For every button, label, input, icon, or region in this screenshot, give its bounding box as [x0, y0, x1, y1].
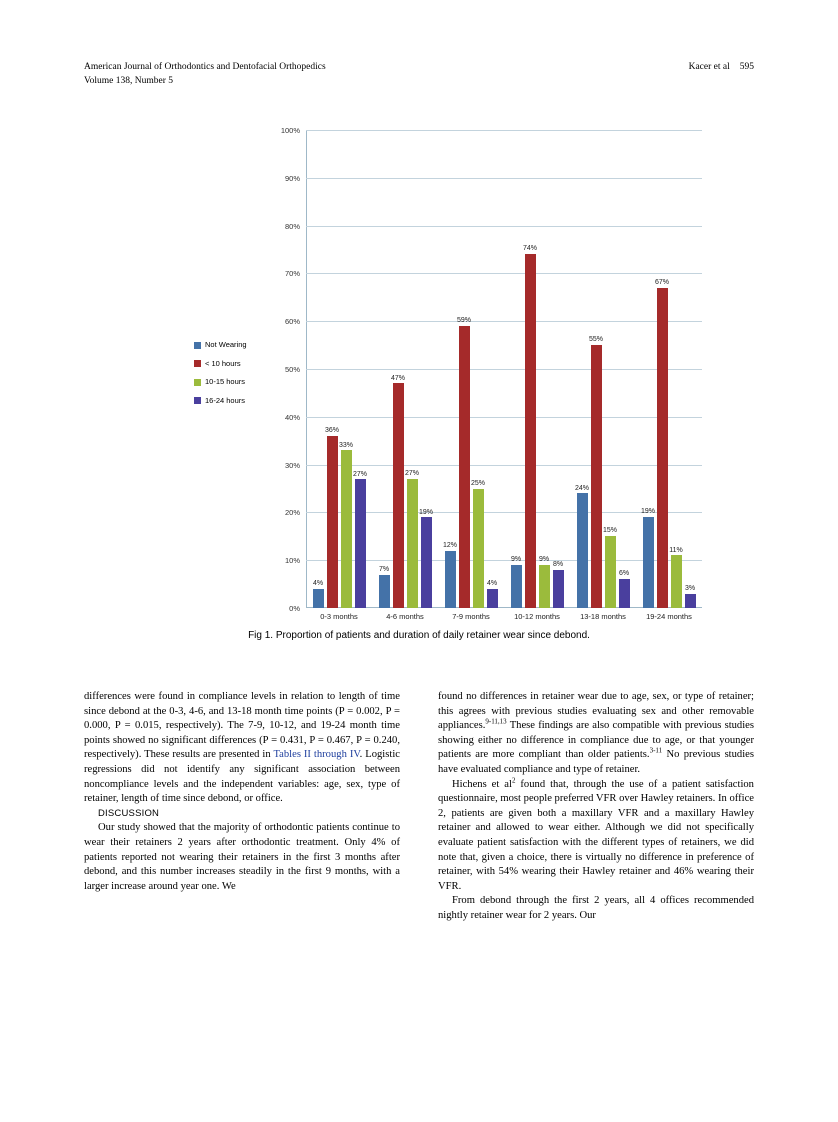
reference-superscript[interactable]: 9-11,13: [485, 717, 507, 726]
bar-under-10-hours: [588, 130, 604, 608]
bar-value-label: 8%: [552, 561, 564, 568]
bar-value-label: 9%: [538, 556, 550, 563]
x-tick-label: 19-24 months: [646, 612, 692, 621]
bar-under-10-hours: [654, 130, 670, 608]
y-tick-label: 70%: [284, 269, 300, 279]
paragraph-text-part: Hichens et al: [452, 778, 512, 790]
legend-item: [194, 340, 302, 350]
bar-value-label: 59%: [456, 317, 472, 324]
x-tick-label: 13-18 months: [580, 612, 626, 621]
bar-10-15-hours: [602, 130, 618, 608]
x-tick-label: 7-9 months: [452, 612, 490, 621]
reference-superscript[interactable]: 2: [511, 776, 516, 785]
plot-area: [280, 126, 702, 621]
bar-not-wearing: [442, 130, 458, 608]
bar-group-13-18-months: [570, 130, 636, 608]
bar-not-wearing: [313, 130, 324, 608]
x-tick-label: 4-6 months: [386, 612, 424, 621]
paragraph: [438, 690, 754, 778]
bar-value-label: 4%: [486, 580, 498, 587]
bar-not-wearing: [379, 130, 390, 608]
table-cross-reference-link[interactable]: Tables II through IV: [273, 749, 360, 761]
bar-value-label: 74%: [522, 245, 538, 252]
bar-not-wearing: [640, 130, 656, 608]
paragraph-text-part: . Logistic regressions did not identify any significant association between noncompliance levels and the independent variables: age, sex, type of retainer, length of time since debond, or office.: [84, 749, 400, 805]
bar-value-label: 24%: [574, 485, 590, 492]
legend-swatch-10-15-hours: [194, 379, 201, 386]
paragraph-text-part: found no differences in retainer wear due to age, sex, or type of retainer; this agrees with previous studies evaluating sex and other removable appliances.: [438, 691, 754, 732]
bar-group-0-3-months: [306, 130, 372, 608]
x-tick-label: 0-3 months: [320, 612, 358, 621]
section-heading-discussion: DISCUSSION: [98, 807, 160, 819]
paragraph-text-part: found that, through the use of a patient satisfaction questionnaire, most people preferred VFR over Hawley retainers. In office 2, patients are given both a maxillary VFR and a maxillary Hawley retainer and allowed to wear either. Although we did not specifically evaluate patient satisfaction with the different types of retainers, we did note that, given a choice, there is virtually no difference in preference of retainer, with 54% wearing their Hawley retainer and 46% wearing their VFR.: [438, 778, 754, 892]
y-tick-label: 40%: [284, 412, 300, 422]
bar-chart: [84, 118, 754, 621]
bar-value-label: 3%: [684, 585, 696, 592]
bar-groups: [306, 130, 702, 608]
bar-16-24-hours: [685, 130, 696, 608]
page-number: 595: [739, 62, 754, 72]
volume-issue: Volume 138, Number 5: [84, 76, 174, 86]
body-column-left: [84, 690, 400, 894]
reference-superscript[interactable]: 3-11: [649, 746, 663, 755]
journal-name: American Journal of Orthodontics and Dentofacial Orthopedics: [84, 62, 326, 72]
figure-caption: Fig 1. Proportion of patients and duration of daily retainer wear since debond.: [248, 630, 590, 641]
legend-item: [194, 377, 302, 387]
paragraph-text-part: No previous studies have evaluated compliance and type of retainer.: [438, 749, 754, 775]
bar-under-10-hours: [456, 130, 472, 608]
bar-value-label: 7%: [378, 566, 390, 573]
bar-value-label: 55%: [588, 336, 604, 343]
y-tick-label: 90%: [284, 173, 300, 183]
bar-group-19-24-months: [636, 130, 702, 608]
y-tick-label: 100%: [280, 126, 300, 135]
bar-16-24-hours: [418, 130, 434, 608]
bar-value-label: 6%: [618, 570, 630, 577]
y-tick-label: 30%: [284, 460, 300, 470]
bar-value-label: 11%: [669, 547, 683, 554]
bar-10-15-hours: [539, 130, 550, 608]
legend-label-16-24-hours: 16-24 hours: [205, 395, 246, 405]
paragraph: From debond through the first 2 years, all 4 offices recommended nightly retainer wear for 2 years. Our: [438, 895, 754, 921]
bar-16-24-hours: [487, 130, 498, 608]
bar-value-label: 19%: [640, 508, 656, 515]
chart-legend: [194, 340, 302, 414]
bar-10-15-hours: [671, 130, 682, 608]
legend-label-10-15-hours: 10-15 hours: [205, 377, 246, 386]
bar-value-label: 67%: [654, 279, 670, 286]
legend-swatch-not-wearing: [194, 342, 201, 349]
bar-value-label: 12%: [442, 542, 458, 549]
legend-item: [194, 396, 302, 406]
y-tick-label: 20%: [284, 508, 300, 518]
paragraph: [84, 690, 400, 807]
bar-value-label: 47%: [390, 375, 406, 382]
body-column-right: [438, 690, 754, 924]
y-tick-label: 10%: [284, 556, 300, 566]
figure-1: [84, 118, 754, 658]
bar-group-10-12-months: [504, 130, 570, 608]
y-tick-label: 60%: [284, 317, 300, 327]
running-head-right: [689, 60, 754, 74]
y-tick-label: 80%: [284, 221, 300, 231]
legend-swatch-under-10-hours: [194, 360, 201, 367]
paragraph: Our study showed that the majority of orthodontic patients continue to wear their retainers 2 years after orthodontic treatment. Only 4% of patients reported not wearing their retainers in the first 3 months after debond, and this number increases steadily in the first 9 months, with a larger increase around year one. We: [84, 822, 400, 892]
paragraph-text-part: differences were found in compliance levels in relation to length of time since debond at the 0-3, 4-6, and 13-18 month time points (P = 0.002, P = 0.000, P = 0.015, respectively). The 7-9, 10-12, and 19-24 month time points showed no significant differences (P = 0.431, P = 0.467, P = 0.240, respectively). These results are presented in: [84, 691, 400, 761]
legend-label-under-10-hours: < 10 hours: [205, 358, 241, 368]
bar-value-label: 19%: [418, 509, 434, 516]
bar-value-label: 15%: [602, 527, 618, 534]
bar-group-4-6-months: [372, 130, 438, 608]
bar-group-7-9-months: [438, 130, 504, 608]
bar-16-24-hours: [619, 130, 630, 608]
bar-10-15-hours: [470, 130, 486, 608]
legend-swatch-16-24-hours: [194, 397, 201, 404]
bar-16-24-hours: [352, 130, 368, 608]
y-tick-label: 50%: [284, 365, 300, 374]
bar-10-15-hours: [338, 130, 354, 608]
bar-value-label: 25%: [470, 480, 486, 487]
bar-10-15-hours: [404, 130, 420, 608]
bar-16-24-hours: [553, 130, 564, 608]
x-axis-labels: [306, 612, 702, 622]
bar-under-10-hours: [390, 130, 406, 608]
y-tick-label: 0%: [289, 604, 300, 613]
bar-under-10-hours: [522, 130, 538, 608]
bar-value-label: 9%: [510, 556, 522, 563]
running-head: [84, 60, 754, 88]
running-head-left: [84, 60, 326, 88]
bar-value-label: 27%: [404, 470, 420, 477]
bar-value-label: 33%: [338, 442, 354, 449]
bar-value-label: 27%: [352, 471, 368, 478]
bar-not-wearing: [511, 130, 522, 608]
paragraph-text-part: These findings are also compatible with previous studies showing either no difference in compliance due to age, or that younger patients are more compliant than older patients.: [438, 720, 754, 761]
paragraph: [438, 778, 754, 895]
legend-label-not-wearing: Not Wearing: [205, 340, 247, 349]
bar-value-label: 36%: [324, 427, 340, 434]
bar-under-10-hours: [324, 130, 340, 608]
x-tick-label: 10-12 months: [514, 612, 560, 621]
bar-not-wearing: [574, 130, 590, 608]
bar-value-label: 4%: [312, 580, 324, 587]
authors-citation: Kacer et al: [688, 62, 730, 72]
